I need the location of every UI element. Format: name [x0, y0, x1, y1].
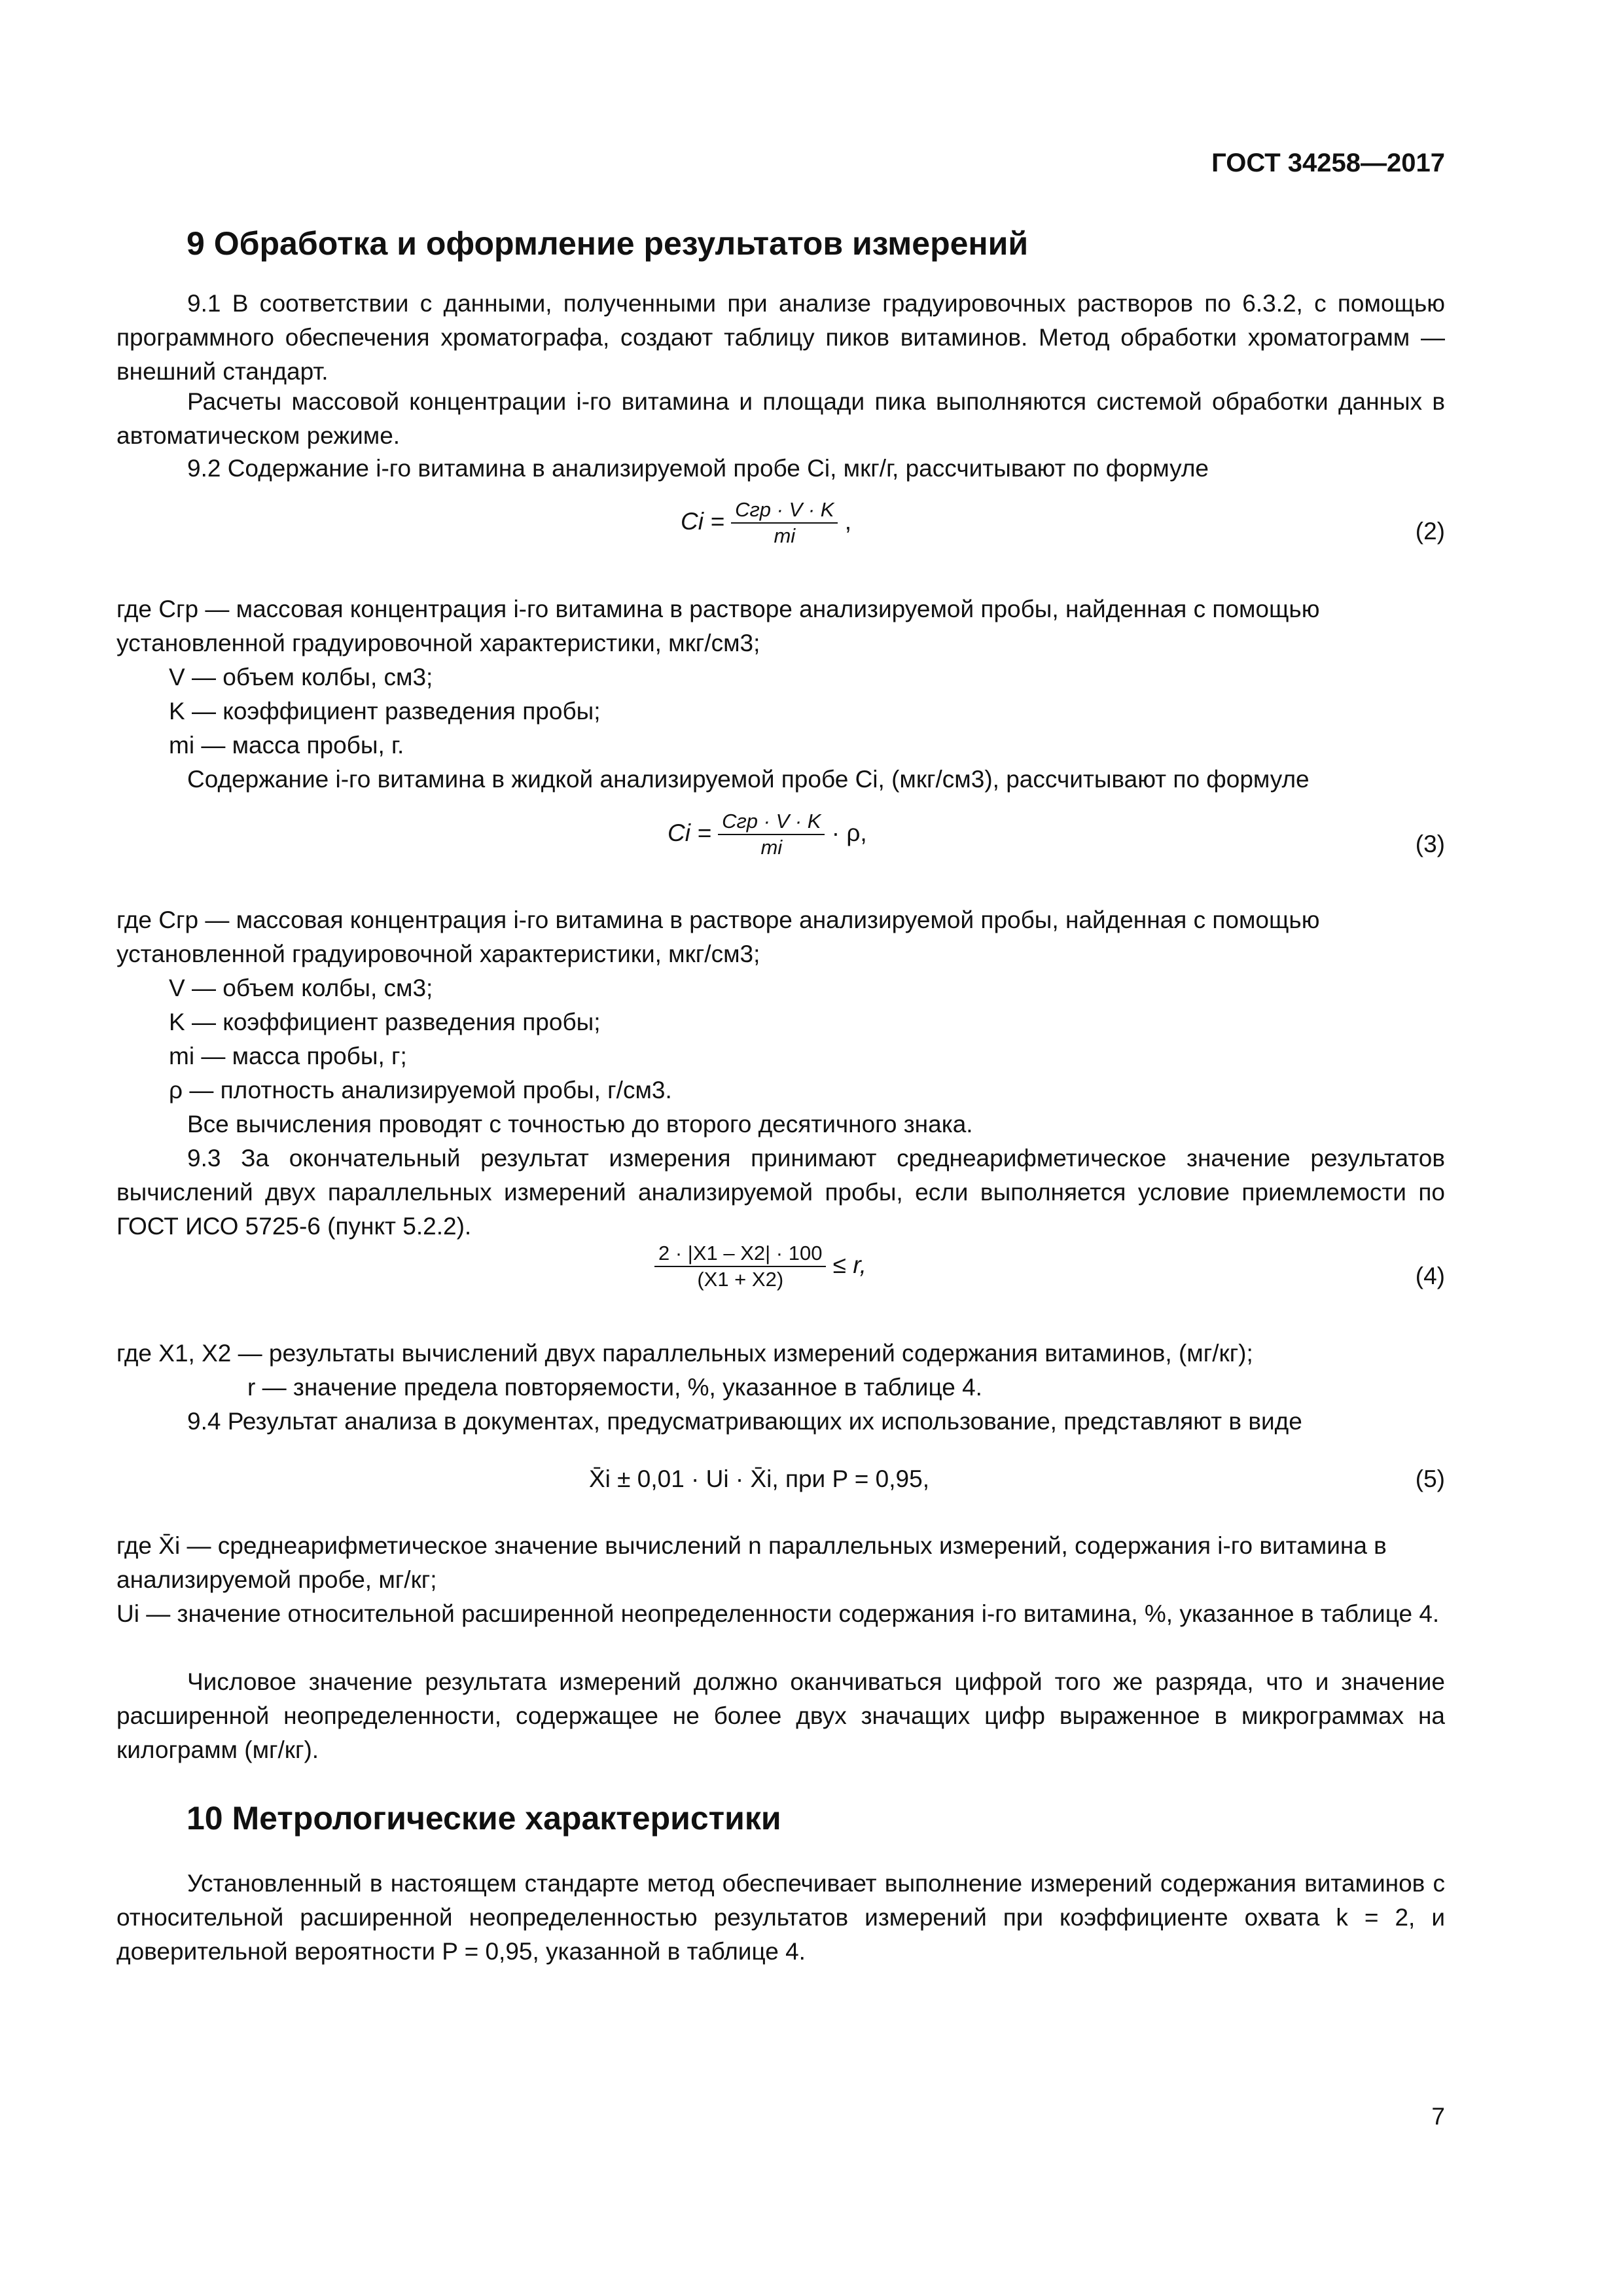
section-10-title: 10 Метрологические характеристики — [187, 1800, 781, 1837]
formula-3-fraction — [718, 809, 825, 860]
legend-2-item — [169, 728, 404, 762]
formula-3-number: (3) — [1415, 831, 1445, 857]
legend-term: ρ — — [169, 1077, 214, 1103]
formula-4-numerator: 2 · |X1 – X2| · 100 — [654, 1241, 826, 1267]
legend-3-item — [169, 971, 433, 1005]
legend-text: значение относительной расширенной неопределенности содержания i-го витамина, %, указанное в таблице 4. — [177, 1600, 1440, 1627]
legend-3-item — [116, 903, 1445, 971]
formula-3-denominator: mi — [760, 836, 783, 859]
formula-2-lhs: Ci = — [681, 507, 724, 535]
formula-3-numerator: Cгр · V · K — [718, 809, 825, 835]
formula-2-numerator: Cгр · V · K — [731, 497, 838, 524]
section-9-title: 9 Обработка и оформление результатов измерений — [187, 225, 1029, 262]
paragraph-9-1-b: Расчеты массовой концентрации i-го витамина и площади пика выполняются системой обработки данных в автоматическом режиме. — [116, 388, 1445, 449]
formula-4-number: (4) — [1415, 1263, 1445, 1289]
legend-term: K — — [169, 698, 216, 725]
formula-2-fraction — [731, 497, 838, 548]
legend-text: объем колбы, см3; — [223, 975, 433, 1001]
legend-term: mi — — [169, 732, 226, 759]
formula-5-expression: X̄i ± 0,01 · Ui · X̄i, при P = 0,95, — [589, 1465, 929, 1492]
legend-2-item — [169, 660, 433, 694]
legend-term: Ui — — [116, 1600, 171, 1627]
legend-term: K — — [169, 1009, 216, 1035]
legend-text: значение предела повторяемости, %, указанное в таблице 4. — [293, 1374, 982, 1401]
legend-5-item — [116, 1529, 1445, 1597]
formula-2-denominator: mi — [774, 524, 796, 547]
legend-term: mi — — [169, 1043, 226, 1069]
legend-4-item — [247, 1371, 982, 1405]
legend-4-item — [116, 1336, 1253, 1371]
formula-3-lhs: Ci = — [668, 819, 711, 846]
legend-term: где X̄i — — [116, 1532, 211, 1559]
legend-term: r — — [247, 1374, 287, 1401]
paragraph-9-2-b: Содержание i-го витамина в жидкой анализируемой пробе Ci, (мкг/см3), рассчитывают по формуле — [187, 766, 1310, 793]
legend-term: где X1, X2 — — [116, 1340, 262, 1367]
legend-text: масса пробы, г. — [232, 732, 404, 759]
legend-text: объем колбы, см3; — [223, 664, 433, 691]
legend-text: результаты вычислений двух параллельных измерений содержания витаминов, (мг/кг); — [268, 1340, 1253, 1367]
legend-term: где Cгр — — [116, 906, 230, 933]
legend-5-item — [116, 1597, 1445, 1631]
legend-text: плотность анализируемой пробы, г/см3. — [220, 1077, 672, 1103]
paragraph-final: Числовое значение результата измерений должно оканчиваться цифрой того же разряда, что и значение расширенной неопределенности, содержащее не более двух значащих цифр выраженное в микрограммах на килограмм (мг/кг). — [116, 1668, 1445, 1763]
formula-4 — [654, 1241, 866, 1292]
paragraph-9-1: 9.1 В соответствии с данными, полученными при анализе градуировочных растворов по 6.3.2, с помощью программного обеспечения хроматографа, создают таблицу пиков витаминов. Метод обработки хроматограмм — внешний стандарт. — [116, 290, 1445, 385]
paragraph-9-4: 9.4 Результат анализа в документах, предусматривающих их использование, представляют в виде — [187, 1408, 1302, 1435]
legend-term: V — — [169, 664, 216, 691]
paragraph-9-3: 9.3 За окончательный результат измерения принимают среднеарифметическое значение результатов вычислений двух параллельных измерений анализируемой пробы, если выполняется условие приемлемости по ГОСТ ИСО 5725-6 (пункт 5.2.2). — [116, 1145, 1445, 1240]
page-number: 7 — [1431, 2103, 1445, 2130]
legend-2-item — [116, 592, 1445, 660]
legend-text: среднеарифметическое значение вычислений n параллельных измерений, содержания i-го витамина в анализируемой пробе, мг/кг; — [116, 1532, 1387, 1593]
formula-2 — [681, 497, 851, 548]
legend-text: массовая концентрация i-го витамина в растворе анализируемой пробы, найденная с помощью установленной градуировочной характеристики, мкг/см3; — [116, 906, 1320, 967]
formula-5-number: (5) — [1415, 1465, 1445, 1492]
legend-term: где Cгр — — [116, 596, 230, 622]
formula-2-number: (2) — [1415, 518, 1445, 545]
formula-4-denominator: (X1 + X2) — [697, 1268, 784, 1291]
formula-4-fraction — [654, 1241, 826, 1292]
legend-term: V — — [169, 975, 216, 1001]
paragraph-9-2: 9.2 Содержание i-го витамина в анализируемой пробе Ci, мкг/г, рассчитывают по формуле — [187, 455, 1209, 482]
legend-text: масса пробы, г; — [232, 1043, 407, 1069]
legend-text: коэффициент разведения пробы; — [223, 698, 601, 725]
paragraph-accuracy: Все вычисления проводят с точностью до второго десятичного знака. — [187, 1111, 973, 1138]
formula-5 — [589, 1462, 929, 1496]
formula-4-tail: ≤ r, — [832, 1251, 866, 1278]
paragraph-10: Установленный в настоящем стандарте метод обеспечивает выполнение измерений содержания витаминов с относительной расширенной неопределенностью результатов измерений при коэффициенте охвата k = 2, и доверительной вероятности P = 0,95, указанной в таблице 4. — [116, 1870, 1445, 1965]
formula-3-tail: · ρ, — [831, 819, 867, 846]
formula-3 — [668, 809, 867, 860]
legend-text: коэффициент разведения пробы; — [223, 1009, 601, 1035]
legend-2-item — [169, 694, 601, 728]
legend-3-item — [169, 1073, 672, 1107]
legend-3-item — [169, 1039, 407, 1073]
formula-2-tail: , — [844, 507, 852, 535]
legend-text: массовая концентрация i-го витамина в растворе анализируемой пробы, найденная с помощью установленной градуировочной характеристики, мкг/см3; — [116, 596, 1320, 656]
legend-3-item — [169, 1005, 601, 1039]
document-code: ГОСТ 34258—2017 — [1211, 149, 1445, 177]
